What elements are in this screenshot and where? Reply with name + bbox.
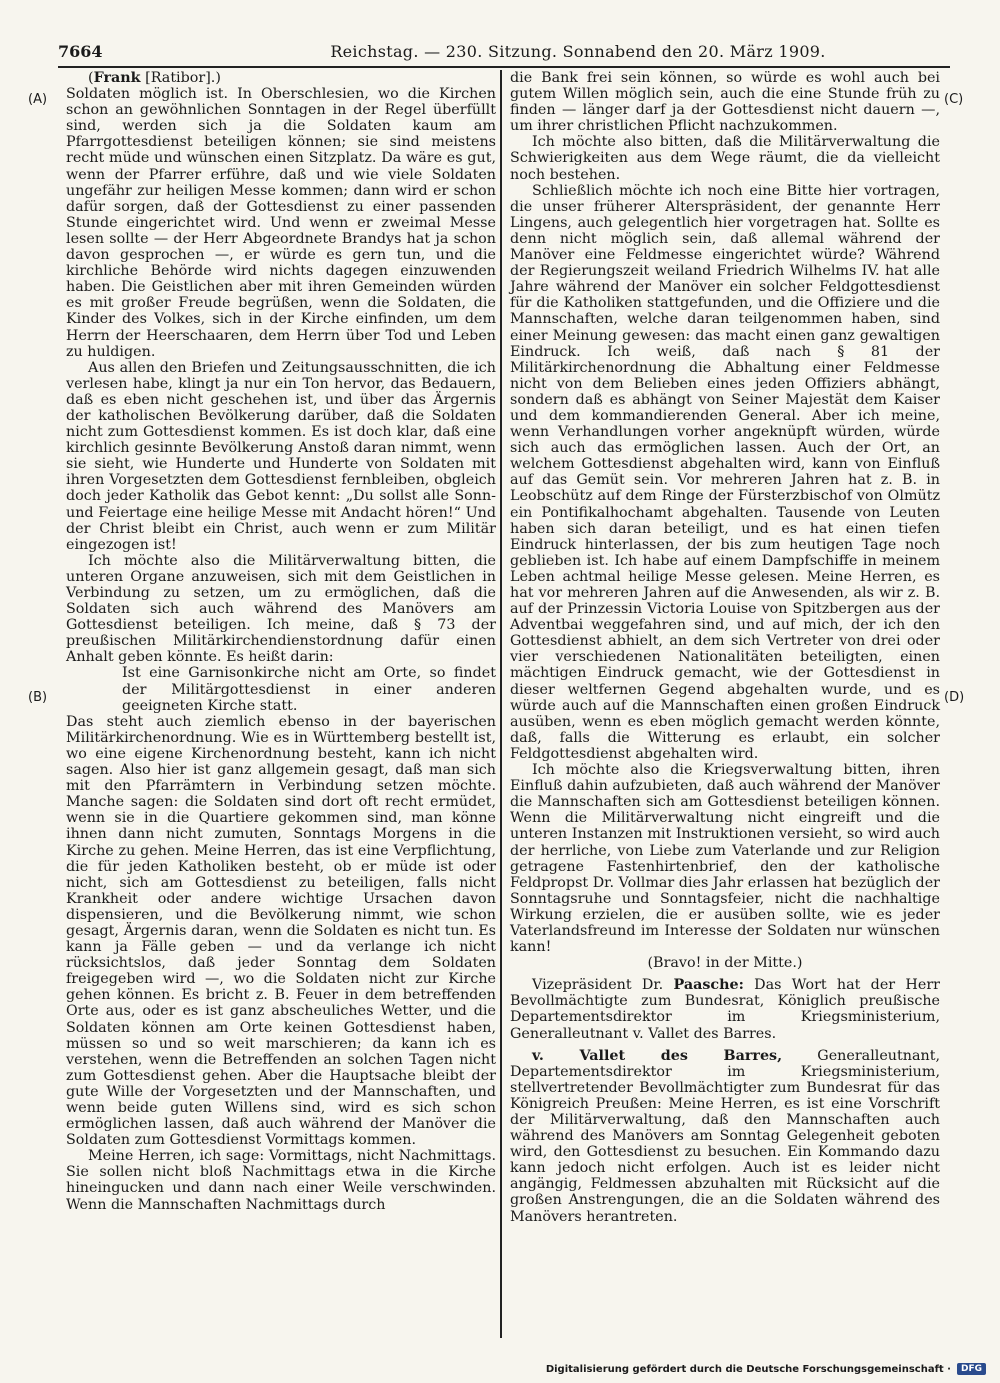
left-column (66, 70, 496, 1213)
footer-text: Digitalisierung gefördert durch die Deutsche Forschungsgemeinschaft · (545, 1363, 951, 1375)
vp-text: Das Wort hat der Herr Bevollmächtigte zum Bundesrat, Königlich preußische Departementsdirektor im Kriegsministerium, Generalleutnant v. Vallet des Barres. (510, 977, 940, 1042)
footer-credit (546, 1363, 986, 1375)
speaker2-name: v. Vallet des Barres, (532, 1047, 783, 1064)
applause-note: (Bravo! in der Mitte.) (647, 955, 803, 972)
right-column (510, 70, 940, 1225)
paragraph: Ich möchte also die Kriegsverwaltung bitten, ihren Einfluß dahin aufzubieten, daß auch während der Manöver die Mannschaften sich am Gottesdienst beteiligen können. Wenn die Militärverwaltung nicht eingreift und die unteren Instanzen mit Instruktionen versieht, so wird auch der herrliche, von Liebe zum Vaterlande und zur Religion getragene Fastenhirtenbrief, den der katholische Feldpropst Dr. Vollmar dies Jahr erlassen hat bezüglich der Sonntagsruhe und Sonntagsfeier, nicht die nachhaltige Wirkung erzielen, die er ausüben sollte, wie es jeder Vaterlandsfreund im Interesse der Soldaten nur wünschen kann! (510, 762, 940, 956)
vice-president-remark (510, 977, 940, 1041)
vp-label: Vizepräsident Dr. (532, 977, 664, 994)
running-title: Reichstag. — 230. Sitzung. Sonnabend den 20. März 1909. (330, 42, 826, 61)
paragraph: Aus allen den Briefen und Zeitungsausschnitten, die ich verlesen habe, klingt ja nur ein Ton hervor, das Bedauern, daß es eben nicht geschehen ist, und über das Ärgernis der katholischen Bevölkerung darüber, daß die Soldaten nicht zum Gottesdienst kommen. Es ist doch klar, daß eine kirchlich gesinnte Bevölkerung Anstoß daran nimmt, wenn sie sieht, wie Hunderte und Hunderte von Soldaten mit ihren Vorgesetzten dem Gottesdienst fernbleiben, obgleich doch jeder Katholik das Gebot kennt: „Du sollst alle Sonn- und Feiertage eine heilige Messe mit Andacht hören!“ Und der Christ bleibt ein Christ, auch wenn er zum Militär eingezogen ist! (66, 359, 496, 553)
margin-marker-d: (D) (944, 690, 965, 705)
paragraph: die Bank frei sein können, so würde es wohl auch bei gutem Willen möglich sein, auch die eine Stunde früh zu finden — länger darf ja der Gottesdienst nicht dauern —, um ihrer christlichen Pflicht nachzukommen. (510, 70, 940, 135)
paragraph: Ich möchte also die Militärverwaltung bitten, die unteren Organe anzuweisen, sich mit dem Geistlichen in Verbindung zu setzen, um zu ermöglichen, daß die Soldaten sich auch während des Manövers am Gottesdienst beteiligen. Ich meine, daß § 73 der preußischen Militärkirchendienstordnung dafür einen Anhalt geben könnte. Es heißt darin: (66, 552, 496, 666)
paragraph: Meine Herren, ich sage: Vormittags, nicht Nachmittags. Sie sollen nicht bloß Nachmittags etwa in die Kirche hineingucken und dann nach einer Weile verschwinden. Wenn die Mannschaften Nachmittags durch (66, 1148, 496, 1213)
paragraph: Das steht auch ziemlich ebenso in der bayerischen Militärkirchenordnung. Wie es in Württemberg bestellt ist, wo eine eigene Kirchenordnung besteht, kann ich nicht sagen. Also hier ist ganz allgemein gesagt, daß man sich mit den Pfarrämtern in Verbindung setzen möchte. Manche sagen: die Soldaten sind dort oft recht ermüdet, wenn sie in die Quartiere gekommen sind, man könne ihnen dann nicht zumuten, Sonntags Morgens in die Kirche zu gehen. Meine Herren, das ist eine Verpflichtung, die für jeden Katholiken besteht, ob er müde ist oder nicht, sich am Gottesdienst zu beteiligen, falls nicht Krankheit oder andere wichtige Ursachen davon dispensieren, und die Bevölkerung nimmt, wie schon gesagt, Ärgernis daran, wenn die Soldaten es nicht tun. Es kann ja Fälle geben — und da verlange ich nicht rücksichtslos, daß jeder Sonntag dem Soldaten freigegeben wird —, wo die Soldaten nicht zur Kirche gehen können. Es bricht z. B. Feuer in dem betreffenden Orte aus, oder es ist ganz abscheuliches Wetter, und die Soldaten können am Orte keinen Gottesdienst haben, müssen so und so weit marschieren; da kann ich es verstehen, wenn die Betreffenden an solchen Tagen nicht zum Gottesdienst gehen. Aber die Hauptsache bleibt der gute Wille der Vorgesetzten und der Mannschaften, und wenn beide guten Willens sind, wird es sich schon ermöglichen lassen, daß auch während der Manöver die Soldaten zum Gottesdienst Vormittags kommen. (66, 713, 496, 1149)
header-rule (58, 66, 950, 68)
page-number: 7664 (58, 42, 103, 61)
quotation: Ist eine Garnisonkirche nicht am Orte, so findet der Militärgottesdienst in einer anderen geeigneten Kirche statt. (122, 665, 496, 714)
speaker-place: [Ratibor].) (140, 70, 221, 86)
paragraph: Ich möchte also bitten, daß die Militärverwaltung die Schwierigkeiten aus dem Wege räumt, die da vielleicht noch bestehen. (510, 134, 940, 183)
column-divider (500, 70, 502, 1338)
speaker2-text: Generalleutnant, Departementsdirektor im Kriegsministerium, stellvertretender Bevollmächtigter zum Bundesrat für das Königreich Preußen: Meine Herren, es ist eine Vorschrift der Militärverwaltung, daß den Mannschaften auch während des Manövers am Sonntag Gelegenheit geboten wird, den Gottesdienst zu besuchen. Ein Kommando dazu kann jedoch nicht erfolgen. Auch ist es leider nicht angängig, Feldmessen abzuhalten mit Rücksicht auf die großen Anstrengungen, die an die Soldaten während des Manövers herantreten. (510, 1047, 940, 1225)
dfg-logo-icon: DFG (957, 1363, 986, 1375)
margin-marker-c: (C) (944, 92, 964, 107)
vp-name: Paasche: (673, 977, 744, 994)
margin-marker-b: (B) (28, 690, 48, 705)
margin-marker-a: (A) (28, 92, 48, 107)
paragraph: Schließlich möchte ich noch eine Bitte hier vortragen, die unser früherer Alterspräsident, der genannte Herr Lingens, auch gelegentlich hier vorgetragen hat. Sollte es denn nicht möglich sein, daß allemal während der Manöver eine Feldmesse eingerichtet würde? Während der Regierungszeit weiland Friedrich Wilhelms IV. hat alle Jahre während der Manöver ein solcher Feldgottesdienst für die Katholiken stattgefunden, und die Offiziere und die Mannschaften, welche daran teilgenommen haben, sind einer Meinung gewesen: das macht einen ganz gewaltigen Eindruck. Ich weiß, daß nach § 81 der Militärkirchenordnung die Abhaltung einer Feldmesse nicht von dem Belieben eines jeden Offiziers abhängt, sondern daß es abhängt von Seiner Majestät dem Kaiser und dem kommandierenden General. Aber ich meine, wenn Verhandlungen vorher angeknüpft würden, würde sich auch das ermöglichen lassen. Auch der Ort, an welchem Gottesdienst abgehalten wird, kann von Einfluß auf das Gemüt sein. Vor mehreren Jahren hat z. B. in Leobschütz auf dem Ringe der Fürsterzbischof von Olmütz ein Pontifikalhochamt abgehalten. Tausende von Leuten haben sich daran beteiligt, und es hat einen tiefen Eindruck hinterlassen, der bis zum heutigen Tage noch geblieben ist. Ich habe auf einem Dampfschiffe in meinem Leben achtmal heilige Messe gelesen. Meine Herren, es hat vor mehreren Jahren auf die Anwesenden, als wir z. B. auf der Prinzessin Victoria Louise von Spitzbergen aus der Adventbai weggefahren sind, und auf mich, der ich den Gottesdienst abhielt, an dem sich Vertreter von drei oder vier verschiedenen Nationalitäten beteiligten, einen mächtigen Eindruck gemacht, wie der Gottesdienst in dieser weltfernen Gegend abgehalten wurde, und es würde auch auf die Mannschaften einen großen Eindruck ausüben, wenn es eben möglich gemacht werden könnte, daß, falls die Witterung es erlaubt, ein solcher Feldgottesdienst abgehalten wird. (510, 182, 940, 762)
speaker-tag (66, 70, 496, 86)
page-header (58, 42, 950, 66)
paragraph: Soldaten möglich ist. In Oberschlesien, wo die Kirchen schon an gewöhnlichen Sonntagen in der Regel überfüllt sind, werden sich ja die Soldaten kaum am Pfarrgottesdienst beteiligen können; sie sind meistens recht müde und wünschen einen Sitzplatz. Da wäre es gut, wenn der Pfarrer erführe, daß und wie viele Soldaten ungefähr zur heiligen Messe kommen; dann wird er schon dafür sorgen, daß der Gottesdienst zu einer passenden Stunde eingerichtet wird. Und wenn er zweimal Messe lesen sollte — der Herr Abgeordnete Brandys hat ja schon davon gesprochen —, er würde es gern tun, und die kirchliche Behörde wird nichts dagegen einzuwenden haben. Die Geistlichen aber mit ihren Gemeinden würden es mit großer Freude begrüßen, wenn die Soldaten, die Kinder des Volkes, sich in der Kirche einfinden, um dem Herrn der Heerschaaren, dem Herrn über Tod und Leben zu huldigen. (66, 86, 496, 360)
speaker-name: Frank (93, 70, 141, 86)
speaker-open: ( (88, 70, 94, 86)
speaker2-remark (510, 1048, 940, 1225)
